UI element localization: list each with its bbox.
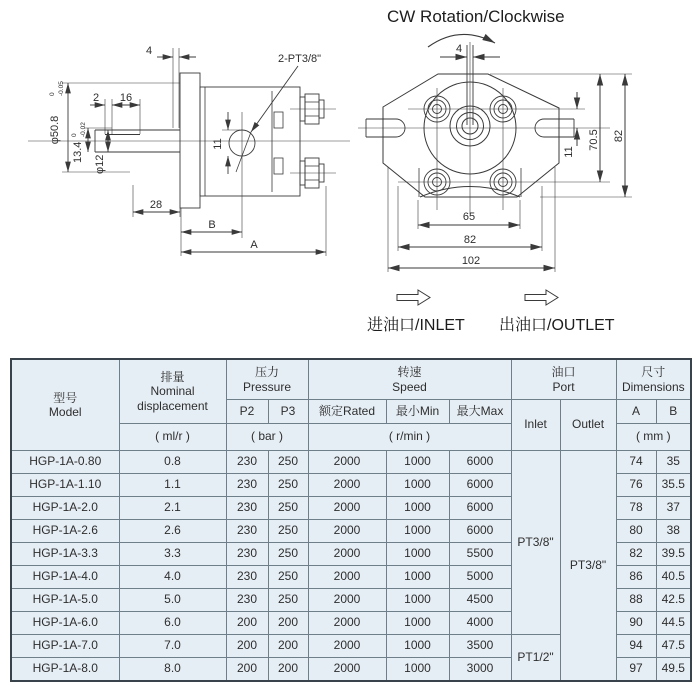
outlet-label: 出油口/OUTLET [499,317,615,334]
inlet-arrow-icon [397,290,430,305]
outlet-arrow-icon [525,290,558,305]
cell-a: 88 [616,589,656,612]
header-rated: 额定Rated [308,400,386,424]
cell-rated: 2000 [308,612,386,635]
header-speed [308,359,511,400]
header-speed-en: Speed [392,379,427,394]
header-dims-unit: ( mm ) [616,424,691,451]
cell-min: 1000 [386,635,449,658]
cell-model: HGP-1A-4.0 [11,566,119,589]
cell-a: 86 [616,566,656,589]
cell-max: 5000 [449,566,511,589]
cell-disp: 2.6 [119,520,226,543]
cell-p3: 250 [268,566,308,589]
table-row [11,451,691,474]
cell-b: 49.5 [656,658,691,682]
cell-b: 39.5 [656,543,691,566]
dim-65: 65 [462,211,476,223]
cell-a: 74 [616,451,656,474]
cell-disp: 5.0 [119,589,226,612]
cell-min: 1000 [386,543,449,566]
cell-p2: 230 [226,520,268,543]
cell-rated: 2000 [308,589,386,612]
cell-b: 40.5 [656,566,691,589]
header-displacement-zh: 排量 [160,369,185,384]
cell-min: 1000 [386,520,449,543]
spec-table [10,358,692,682]
dim-11-front: 11 [563,146,575,158]
cell-a: 76 [616,474,656,497]
cell-b: 42.5 [656,589,691,612]
cell-p3: 250 [268,543,308,566]
cell-p2: 200 [226,635,268,658]
dim-70-5: 70.5 [588,129,600,151]
dim-A: A [250,239,258,251]
cell-max: 4500 [449,589,511,612]
cell-p3: 250 [268,520,308,543]
cell-disp: 4.0 [119,566,226,589]
header-displacement-en1: Nominal [150,384,195,399]
header-port [511,359,616,400]
header-displacement-en2: displacement [137,398,208,413]
header-p2: P2 [226,400,268,424]
header-dimensions-zh: 尺寸 [641,365,666,380]
dim-2: 2 [92,92,100,104]
cell-min: 1000 [386,497,449,520]
cell-disp: 2.1 [119,497,226,520]
cell-max: 4000 [449,612,511,635]
cell-b: 35.5 [656,474,691,497]
dim-key-tol-sup: 0 [71,133,78,137]
cell-max: 3500 [449,635,511,658]
cell-model: HGP-1A-3.3 [11,543,119,566]
cell-p2: 230 [226,451,268,474]
cell-disp: 3.3 [119,543,226,566]
cell-max: 6000 [449,474,511,497]
dim-shaft-diameter: φ12 [94,154,106,174]
cell-disp: 8.0 [119,658,226,682]
cell-rated: 2000 [308,474,386,497]
cell-p2: 230 [226,543,268,566]
header-inlet: Inlet [511,400,560,451]
dim-11-side: 11 [212,138,224,150]
cell-max: 3000 [449,658,511,682]
header-speed-zh: 转速 [397,365,422,380]
header-outlet: Outlet [560,400,616,451]
dim-flange-tol-sub: -0.05 [58,81,65,96]
cell-model: HGP-1A-0.80 [11,451,119,474]
dim-28: 28 [149,199,163,211]
header-dimensions-en: Dimensions [621,379,685,394]
cell-max: 6000 [449,497,511,520]
dim-82-side: 82 [613,129,625,143]
cell-model: HGP-1A-8.0 [11,658,119,682]
cell-min: 1000 [386,658,449,682]
cell-disp: 0.8 [119,451,226,474]
cell-a: 82 [616,543,656,566]
cell-min: 1000 [386,612,449,635]
cell-a: 97 [616,658,656,682]
cell-outlet-port: PT3/8" [560,451,616,682]
header-model-zh: 型号 [53,390,78,405]
cell-max: 5500 [449,543,511,566]
header-port-en: Port [552,379,575,394]
dim-16: 16 [119,92,133,104]
cell-min: 1000 [386,451,449,474]
header-pressure-unit: ( bar ) [226,424,308,451]
cell-a: 80 [616,520,656,543]
header-pressure-zh: 压力 [254,365,279,380]
cell-max: 6000 [449,520,511,543]
dim-4-front: 4 [455,43,463,55]
header-max: 最大Max [449,400,511,424]
cell-rated: 2000 [308,520,386,543]
header-speed-unit: ( r/min ) [308,424,511,451]
cell-b: 44.5 [656,612,691,635]
cell-model: HGP-1A-5.0 [11,589,119,612]
cell-p2: 230 [226,589,268,612]
cell-p2: 200 [226,612,268,635]
cell-p2: 230 [226,474,268,497]
cell-model: HGP-1A-7.0 [11,635,119,658]
cell-disp: 7.0 [119,635,226,658]
dim-flange-diameter: φ50.8 [49,115,61,145]
header-displacement [119,359,226,424]
cell-inlet-port: PT3/8" [511,451,560,635]
cell-model: HGP-1A-6.0 [11,612,119,635]
cell-rated: 2000 [308,543,386,566]
cell-model: HGP-1A-2.0 [11,497,119,520]
cell-rated: 2000 [308,451,386,474]
cell-rated: 2000 [308,566,386,589]
cell-a: 94 [616,635,656,658]
header-port-zh: 油口 [551,365,576,380]
front-view [358,34,632,305]
cell-model: HGP-1A-2.6 [11,520,119,543]
cell-b: 47.5 [656,635,691,658]
cell-p3: 200 [268,612,308,635]
cell-p3: 200 [268,658,308,682]
cell-max: 6000 [449,451,511,474]
dim-key-tol-sub: -0.02 [80,122,87,137]
header-row-1 [11,359,691,400]
cell-p3: 250 [268,474,308,497]
bottom-port-fitting [290,158,336,188]
dim-82-bottom: 82 [463,234,477,246]
cell-p3: 250 [268,497,308,520]
view-title: CW Rotation/Clockwise [387,7,565,26]
cell-min: 1000 [386,474,449,497]
cell-b: 38 [656,520,691,543]
cell-min: 1000 [386,589,449,612]
dim-key-height: 13.4 [72,141,84,163]
cell-rated: 2000 [308,658,386,682]
cell-p3: 250 [268,451,308,474]
port-callout: 2-PT3/8" [278,53,322,65]
cell-model: HGP-1A-1.10 [11,474,119,497]
header-model-en: Model [48,405,82,419]
cell-p3: 200 [268,635,308,658]
dim-B: B [208,219,216,231]
cell-p2: 200 [226,658,268,682]
cell-rated: 2000 [308,635,386,658]
header-b: B [656,400,691,424]
cell-min: 1000 [386,566,449,589]
cell-disp: 6.0 [119,612,226,635]
cell-b: 35 [656,451,691,474]
dim-flange-tol-sup: 0 [49,92,56,96]
header-p3: P3 [268,400,308,424]
header-pressure [226,359,308,400]
dim-4-side: 4 [145,45,153,57]
top-port-fitting [290,94,336,124]
header-a: A [616,400,656,424]
header-disp-unit: ( ml/r ) [119,424,226,451]
cell-a: 90 [616,612,656,635]
cell-p2: 230 [226,566,268,589]
inlet-label: 进油口/INLET [367,317,465,334]
cell-disp: 1.1 [119,474,226,497]
cell-p3: 250 [268,589,308,612]
cell-p2: 230 [226,497,268,520]
dim-102: 102 [461,255,481,267]
cell-a: 78 [616,497,656,520]
header-dimensions [616,359,691,400]
cell-rated: 2000 [308,497,386,520]
header-model [11,359,119,451]
header-pressure-en: Pressure [242,379,292,394]
cell-b: 37 [656,497,691,520]
header-min: 最小Min [386,400,449,424]
cell-inlet-port: PT1/2" [511,635,560,682]
